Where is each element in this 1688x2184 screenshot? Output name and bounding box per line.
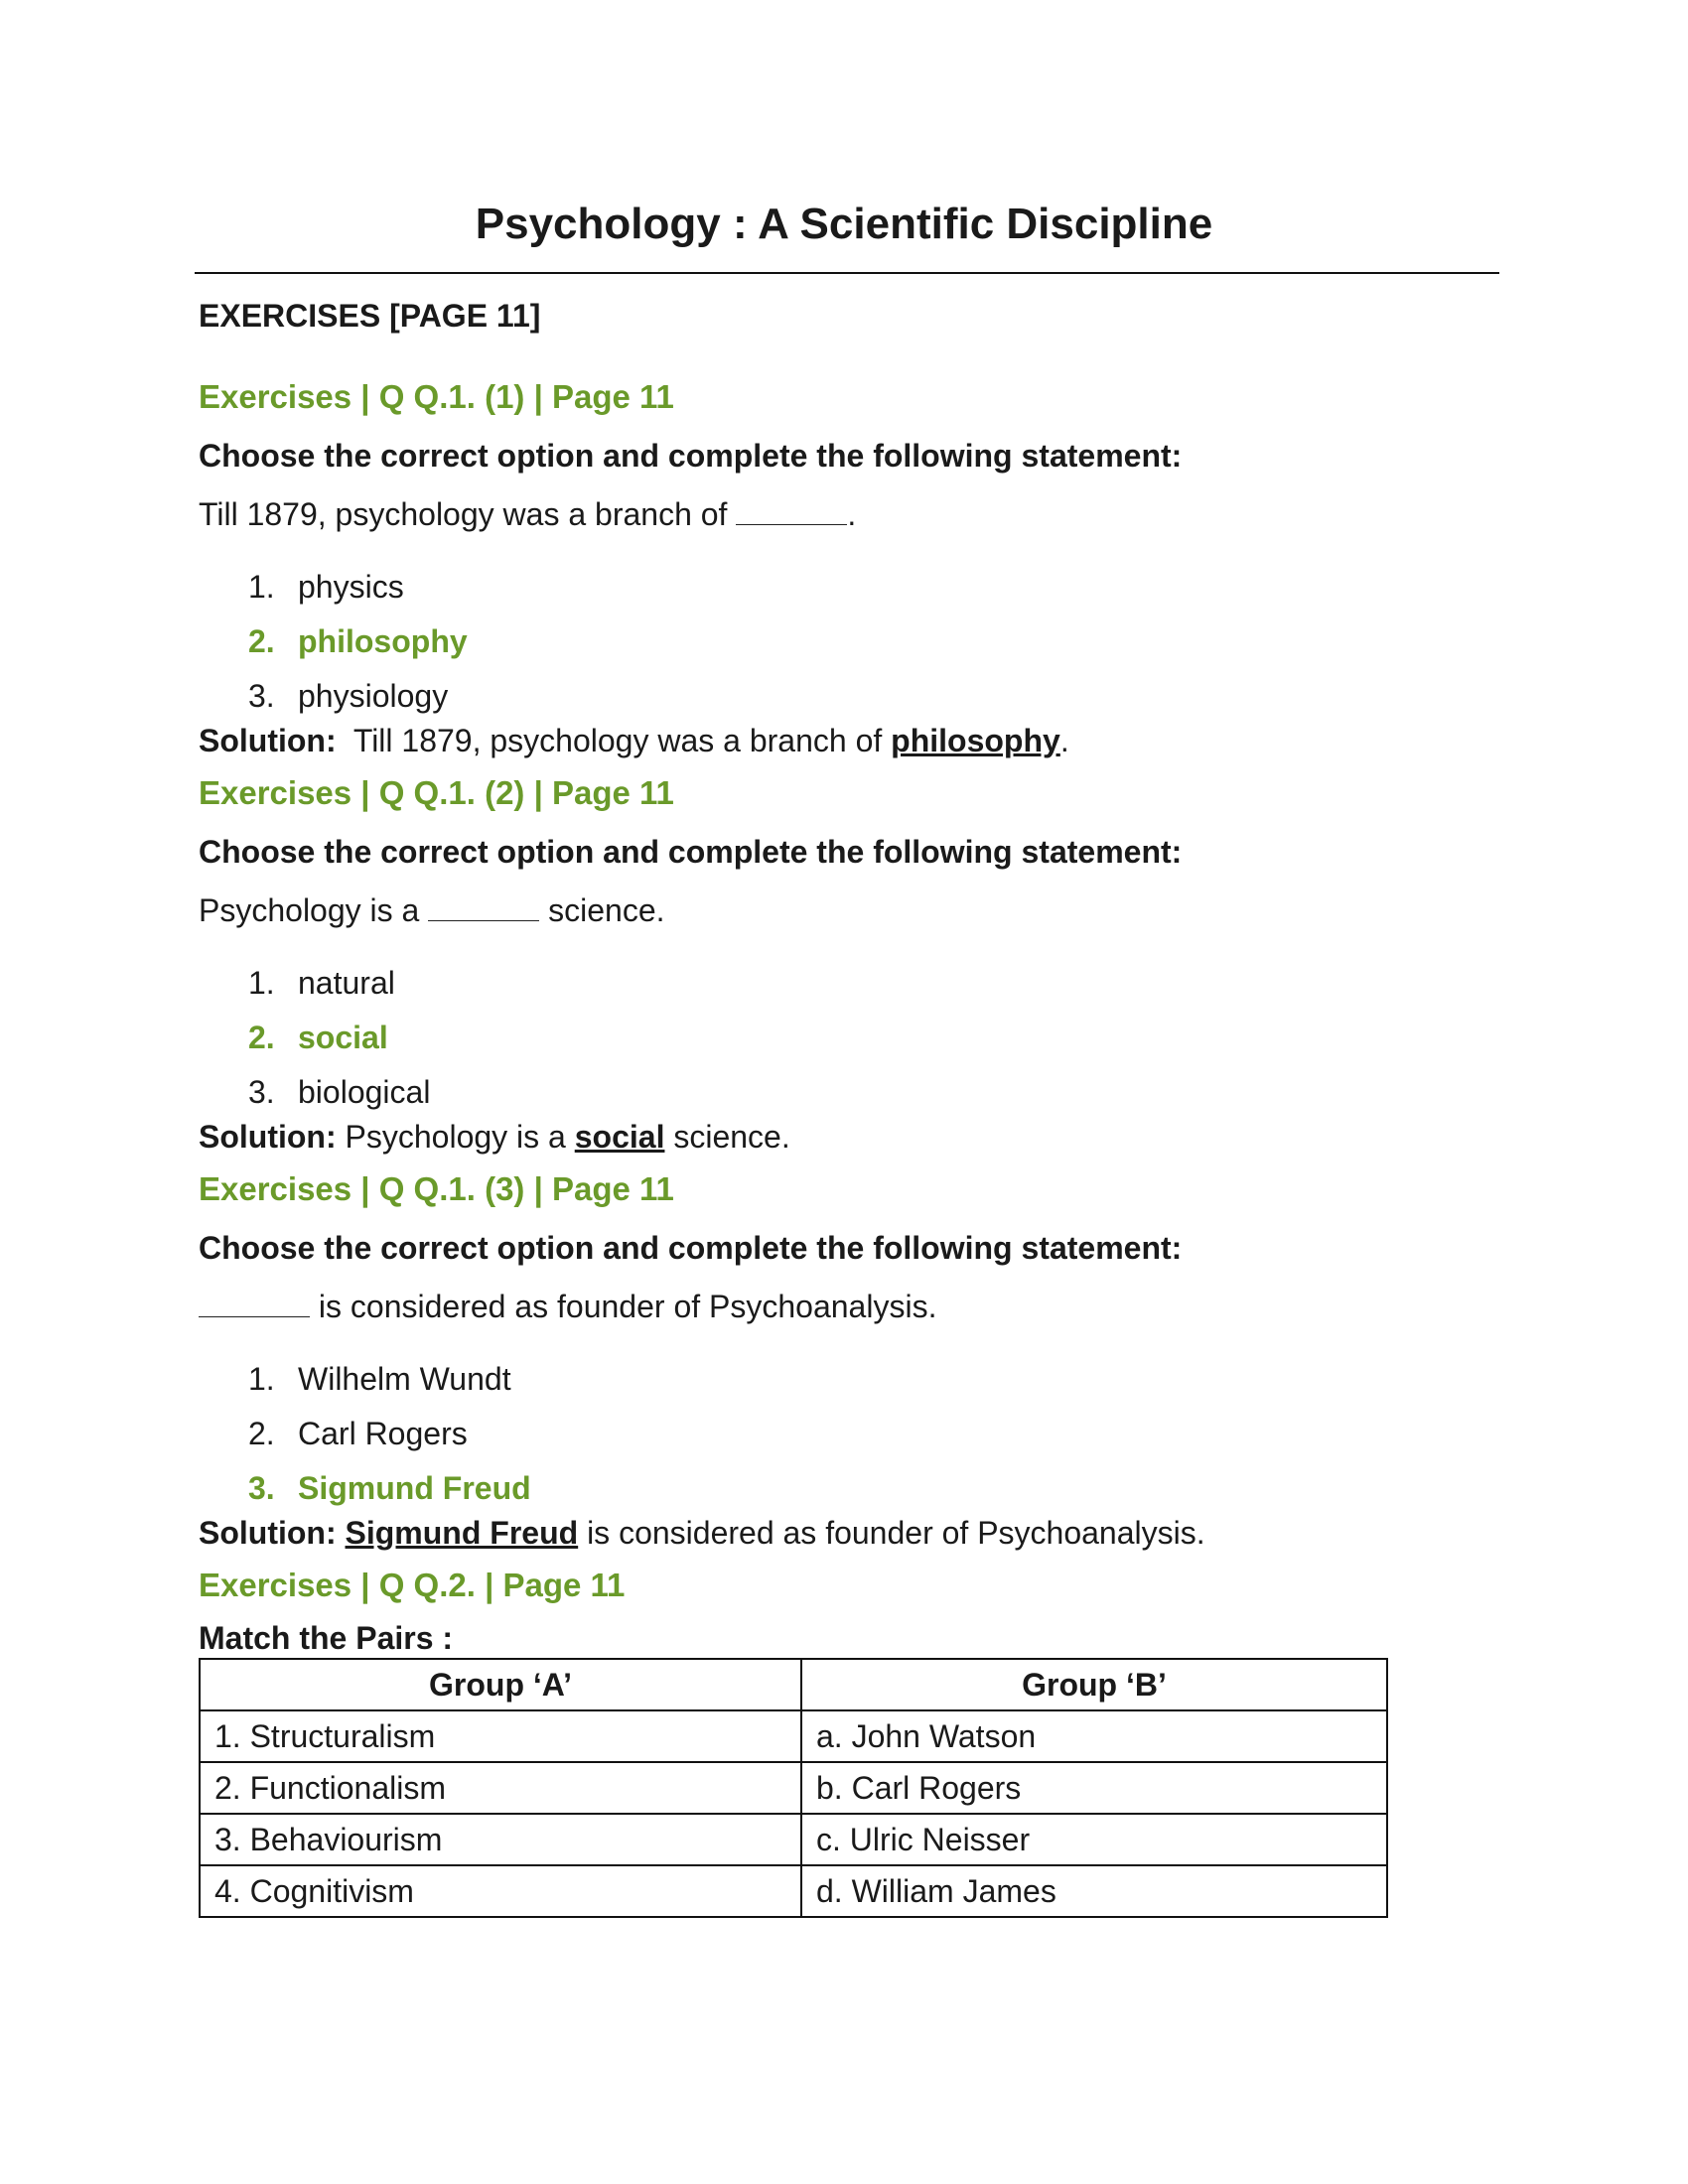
statement-text-after: . (847, 496, 857, 532)
content (199, 294, 1489, 1918)
option-text: philosophy (298, 622, 468, 659)
question-statement (199, 1285, 1489, 1328)
option-number: 3. (248, 677, 275, 714)
option-item-correct (199, 1010, 1489, 1064)
match-block (199, 1564, 1489, 1918)
table-row (200, 1814, 1387, 1865)
statement-text-after: is considered as founder of Psychoanalysis. (310, 1289, 937, 1324)
option-text: natural (298, 964, 395, 1001)
question-instruction: Choose the correct option and complete the following statement: (199, 1230, 1183, 1266)
exercise-heading: Exercises | Q Q.1. (1) | Page 11 (199, 378, 674, 415)
solution-line (199, 719, 1489, 762)
option-item-correct (199, 614, 1489, 668)
question-block (199, 771, 1489, 1159)
option-text: physiology (298, 677, 449, 714)
table-cell: b. Carl Rogers (801, 1762, 1387, 1814)
option-text: Sigmund Freud (298, 1469, 531, 1506)
page-title: Psychology : A Scientific Discipline (475, 200, 1213, 248)
table-row (200, 1762, 1387, 1814)
option-list (199, 559, 1489, 723)
option-text: Carl Rogers (298, 1415, 468, 1451)
solution-text-after: . (1059, 723, 1069, 758)
statement-text-after: science. (539, 892, 665, 928)
section-heading: EXERCISES [PAGE 11] (199, 298, 541, 334)
solution-text-after: is considered as founder of Psychoanalysis. (578, 1515, 1205, 1551)
option-number: 1. (248, 1360, 275, 1397)
solution-answer: Sigmund Freud (345, 1515, 579, 1551)
table-cell: 3. Behaviourism (200, 1814, 801, 1865)
option-item-correct (199, 1460, 1489, 1515)
table-cell: 2. Functionalism (200, 1762, 801, 1814)
title-divider (195, 272, 1499, 274)
question-block (199, 375, 1489, 762)
solution-text-before: Till 1879, psychology was a branch of (352, 723, 892, 758)
solution-label: Solution: (199, 1515, 337, 1551)
option-number: 1. (248, 568, 275, 605)
table-row (200, 1865, 1387, 1917)
option-number: 2. (248, 1019, 275, 1055)
option-item (199, 955, 1489, 1010)
match-instruction: Match the Pairs : (199, 1620, 454, 1656)
solution-text-before: Psychology is a (345, 1119, 575, 1155)
table-cell: d. William James (801, 1865, 1387, 1917)
question-instruction: Choose the correct option and complete the following statement: (199, 834, 1183, 870)
table-cell: 1. Structuralism (200, 1710, 801, 1762)
statement-text-before: Psychology is a (199, 892, 429, 928)
question-statement (199, 888, 1489, 932)
match-table (199, 1658, 1388, 1918)
table-header-row (200, 1659, 1387, 1710)
exercise-heading: Exercises | Q Q.2. | Page 11 (199, 1567, 626, 1603)
question-statement (199, 492, 1489, 536)
answer-blank (428, 896, 539, 921)
solution-label: Solution: (199, 723, 337, 758)
solution-answer: philosophy (891, 723, 1060, 758)
option-text: social (298, 1019, 388, 1055)
option-text: physics (298, 568, 404, 605)
option-number: 2. (248, 1415, 275, 1451)
solution-line (199, 1511, 1489, 1555)
option-item (199, 1064, 1489, 1119)
solution-text-after: science. (664, 1119, 790, 1155)
column-header: Group ‘B’ (801, 1659, 1387, 1710)
table-row (200, 1710, 1387, 1762)
question-instruction: Choose the correct option and complete the following statement: (199, 438, 1183, 474)
option-item (199, 1351, 1489, 1406)
option-number: 3. (248, 1469, 275, 1506)
option-number: 3. (248, 1073, 275, 1110)
option-text: Wilhelm Wundt (298, 1360, 511, 1397)
solution-line (199, 1115, 1489, 1159)
option-item (199, 559, 1489, 614)
option-list (199, 1351, 1489, 1515)
option-item (199, 668, 1489, 723)
option-number: 1. (248, 964, 275, 1001)
answer-blank (736, 500, 847, 525)
exercise-heading: Exercises | Q Q.1. (2) | Page 11 (199, 774, 674, 811)
solution-label: Solution: (199, 1119, 337, 1155)
option-text: biological (298, 1073, 431, 1110)
option-list (199, 955, 1489, 1119)
table-cell: a. John Watson (801, 1710, 1387, 1762)
table-cell: c. Ulric Neisser (801, 1814, 1387, 1865)
question-block (199, 1167, 1489, 1555)
solution-answer: social (574, 1119, 665, 1155)
statement-text-before: Till 1879, psychology was a branch of (199, 496, 737, 532)
answer-blank (199, 1293, 310, 1317)
column-header: Group ‘A’ (200, 1659, 801, 1710)
option-item (199, 1406, 1489, 1460)
option-number: 2. (248, 622, 275, 659)
exercise-heading: Exercises | Q Q.1. (3) | Page 11 (199, 1170, 674, 1207)
table-cell: 4. Cognitivism (200, 1865, 801, 1917)
